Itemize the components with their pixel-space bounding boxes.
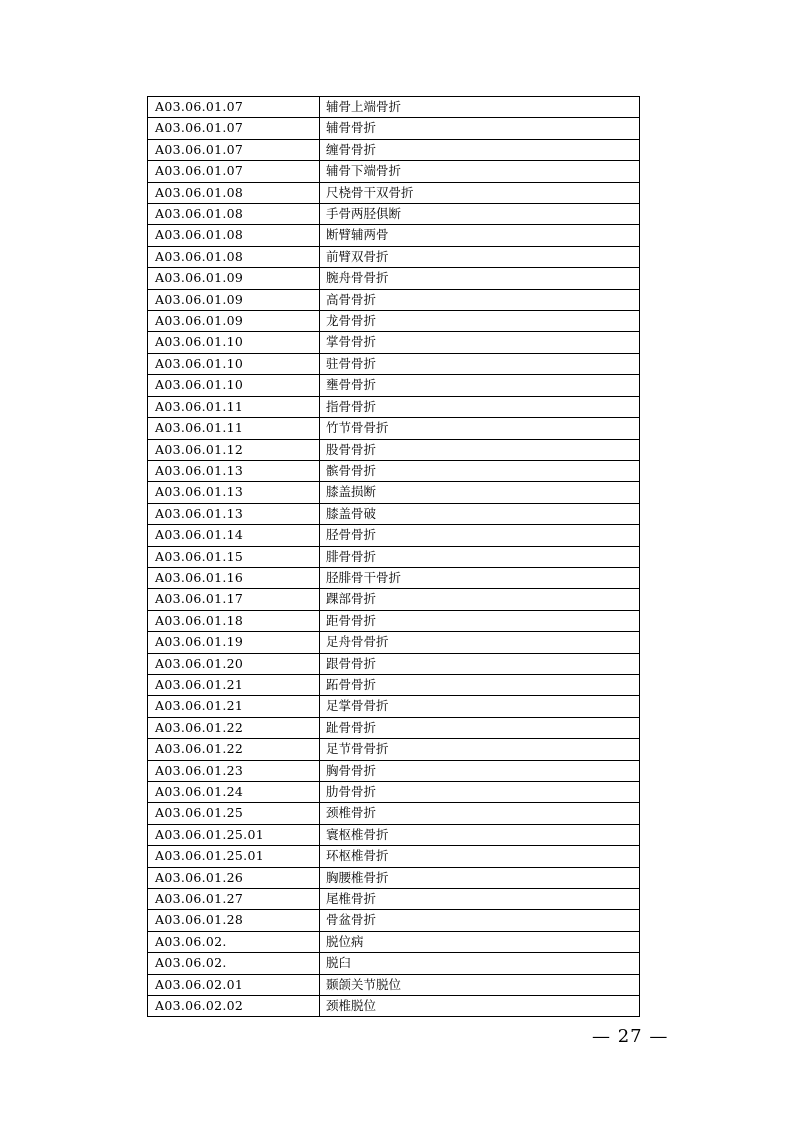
code-cell: A03.06.01.10 <box>148 353 320 374</box>
code-cell: A03.06.01.11 <box>148 396 320 417</box>
code-cell: A03.06.01.21 <box>148 674 320 695</box>
table-row <box>148 803 640 824</box>
table-row <box>148 375 640 396</box>
code-cell: A03.06.01.11 <box>148 418 320 439</box>
term-cell: 踝部骨折 <box>320 589 640 610</box>
code-cell: A03.06.01.20 <box>148 653 320 674</box>
table-row <box>148 353 640 374</box>
table-row <box>148 974 640 995</box>
term-cell: 足节骨骨折 <box>320 739 640 760</box>
term-cell: 足舟骨骨折 <box>320 632 640 653</box>
code-cell: A03.06.01.13 <box>148 460 320 481</box>
term-cell: 胫腓骨干骨折 <box>320 567 640 588</box>
code-cell: A03.06.01.08 <box>148 246 320 267</box>
table-row <box>148 246 640 267</box>
code-cell: A03.06.01.09 <box>148 289 320 310</box>
code-cell: A03.06.01.18 <box>148 610 320 631</box>
term-cell: 辅骨下端骨折 <box>320 161 640 182</box>
term-cell: 缠骨骨折 <box>320 139 640 160</box>
term-cell: 掌骨骨折 <box>320 332 640 353</box>
table-row <box>148 996 640 1017</box>
code-cell: A03.06.01.07 <box>148 139 320 160</box>
table-row <box>148 910 640 931</box>
table-body <box>148 97 640 1017</box>
table-row <box>148 782 640 803</box>
term-cell: 腕舟骨骨折 <box>320 268 640 289</box>
table-row <box>148 717 640 738</box>
code-cell: A03.06.01.13 <box>148 482 320 503</box>
table-row <box>148 610 640 631</box>
term-cell: 肋骨骨折 <box>320 782 640 803</box>
table-row <box>148 567 640 588</box>
term-cell: 跟骨骨折 <box>320 653 640 674</box>
code-cell: A03.06.01.25.01 <box>148 846 320 867</box>
term-cell: 环枢椎骨折 <box>320 846 640 867</box>
table-row <box>148 460 640 481</box>
code-cell: A03.06.01.25 <box>148 803 320 824</box>
table-row <box>148 824 640 845</box>
code-cell: A03.06.01.07 <box>148 118 320 139</box>
code-cell: A03.06.01.28 <box>148 910 320 931</box>
table-row <box>148 204 640 225</box>
term-cell: 颞颌关节脱位 <box>320 974 640 995</box>
term-cell: 膝盖损断 <box>320 482 640 503</box>
term-cell: 颈椎骨折 <box>320 803 640 824</box>
term-cell: 龙骨骨折 <box>320 311 640 332</box>
code-cell: A03.06.01.13 <box>148 503 320 524</box>
table-row <box>148 525 640 546</box>
term-cell: 足掌骨骨折 <box>320 696 640 717</box>
term-cell: 胸骨骨折 <box>320 760 640 781</box>
code-cell: A03.06.01.22 <box>148 717 320 738</box>
code-cell: A03.06.01.07 <box>148 97 320 118</box>
term-cell: 前臂双骨折 <box>320 246 640 267</box>
table-row <box>148 546 640 567</box>
code-cell: A03.06.01.15 <box>148 546 320 567</box>
table-row <box>148 311 640 332</box>
code-cell: A03.06.01.09 <box>148 311 320 332</box>
term-cell: 尾椎骨折 <box>320 889 640 910</box>
code-cell: A03.06.01.27 <box>148 889 320 910</box>
term-cell: 高骨骨折 <box>320 289 640 310</box>
table-row <box>148 674 640 695</box>
code-cell: A03.06.01.16 <box>148 567 320 588</box>
term-cell: 膝盖骨破 <box>320 503 640 524</box>
table-row <box>148 439 640 460</box>
table-row <box>148 503 640 524</box>
table-row <box>148 139 640 160</box>
term-cell: 尺桡骨干双骨折 <box>320 182 640 203</box>
code-cell: A03.06.01.19 <box>148 632 320 653</box>
term-cell: 脱臼 <box>320 953 640 974</box>
code-cell: A03.06.01.21 <box>148 696 320 717</box>
code-cell: A03.06.01.10 <box>148 375 320 396</box>
table-row <box>148 632 640 653</box>
term-cell: 指骨骨折 <box>320 396 640 417</box>
code-cell: A03.06.01.08 <box>148 182 320 203</box>
code-cell: A03.06.01.12 <box>148 439 320 460</box>
table-row <box>148 931 640 952</box>
code-cell: A03.06.01.07 <box>148 161 320 182</box>
code-cell: A03.06.02. <box>148 931 320 952</box>
table-row <box>148 867 640 888</box>
term-cell: 壅骨骨折 <box>320 375 640 396</box>
table-row <box>148 653 640 674</box>
table-row <box>148 739 640 760</box>
table-row <box>148 268 640 289</box>
table-row <box>148 953 640 974</box>
table-row <box>148 225 640 246</box>
table-row <box>148 332 640 353</box>
code-cell: A03.06.01.22 <box>148 739 320 760</box>
term-cell: 竹节骨骨折 <box>320 418 640 439</box>
table-row <box>148 846 640 867</box>
term-cell: 胫骨骨折 <box>320 525 640 546</box>
term-cell: 断臂辅两骨 <box>320 225 640 246</box>
table-row <box>148 182 640 203</box>
table-row <box>148 889 640 910</box>
term-cell: 辅骨上端骨折 <box>320 97 640 118</box>
code-cell: A03.06.01.24 <box>148 782 320 803</box>
table-row <box>148 118 640 139</box>
term-cell: 寰枢椎骨折 <box>320 824 640 845</box>
term-cell: 趾骨骨折 <box>320 717 640 738</box>
code-cell: A03.06.02.02 <box>148 996 320 1017</box>
term-cell: 辅骨骨折 <box>320 118 640 139</box>
term-cell: 颈椎脱位 <box>320 996 640 1017</box>
code-cell: A03.06.01.08 <box>148 225 320 246</box>
table-row <box>148 396 640 417</box>
code-cell: A03.06.01.14 <box>148 525 320 546</box>
code-cell: A03.06.01.08 <box>148 204 320 225</box>
code-table <box>147 96 640 1017</box>
term-cell: 髌骨骨折 <box>320 460 640 481</box>
term-cell: 驻骨骨折 <box>320 353 640 374</box>
code-cell: A03.06.01.25.01 <box>148 824 320 845</box>
code-cell: A03.06.01.10 <box>148 332 320 353</box>
table-row <box>148 161 640 182</box>
table-row <box>148 696 640 717</box>
code-cell: A03.06.01.26 <box>148 867 320 888</box>
table-row <box>148 482 640 503</box>
term-cell: 股骨骨折 <box>320 439 640 460</box>
code-cell: A03.06.02. <box>148 953 320 974</box>
term-cell: 胸腰椎骨折 <box>320 867 640 888</box>
term-cell: 跖骨骨折 <box>320 674 640 695</box>
code-cell: A03.06.01.17 <box>148 589 320 610</box>
page-number: — 27 — <box>592 1026 669 1047</box>
code-cell: A03.06.01.23 <box>148 760 320 781</box>
table-row <box>148 760 640 781</box>
table-row <box>148 589 640 610</box>
table-row <box>148 97 640 118</box>
term-cell: 腓骨骨折 <box>320 546 640 567</box>
term-cell: 骨盆骨折 <box>320 910 640 931</box>
code-cell: A03.06.01.09 <box>148 268 320 289</box>
term-cell: 手骨两胫俱断 <box>320 204 640 225</box>
table-row <box>148 418 640 439</box>
table-row <box>148 289 640 310</box>
term-cell: 脱位病 <box>320 931 640 952</box>
code-cell: A03.06.02.01 <box>148 974 320 995</box>
term-cell: 距骨骨折 <box>320 610 640 631</box>
